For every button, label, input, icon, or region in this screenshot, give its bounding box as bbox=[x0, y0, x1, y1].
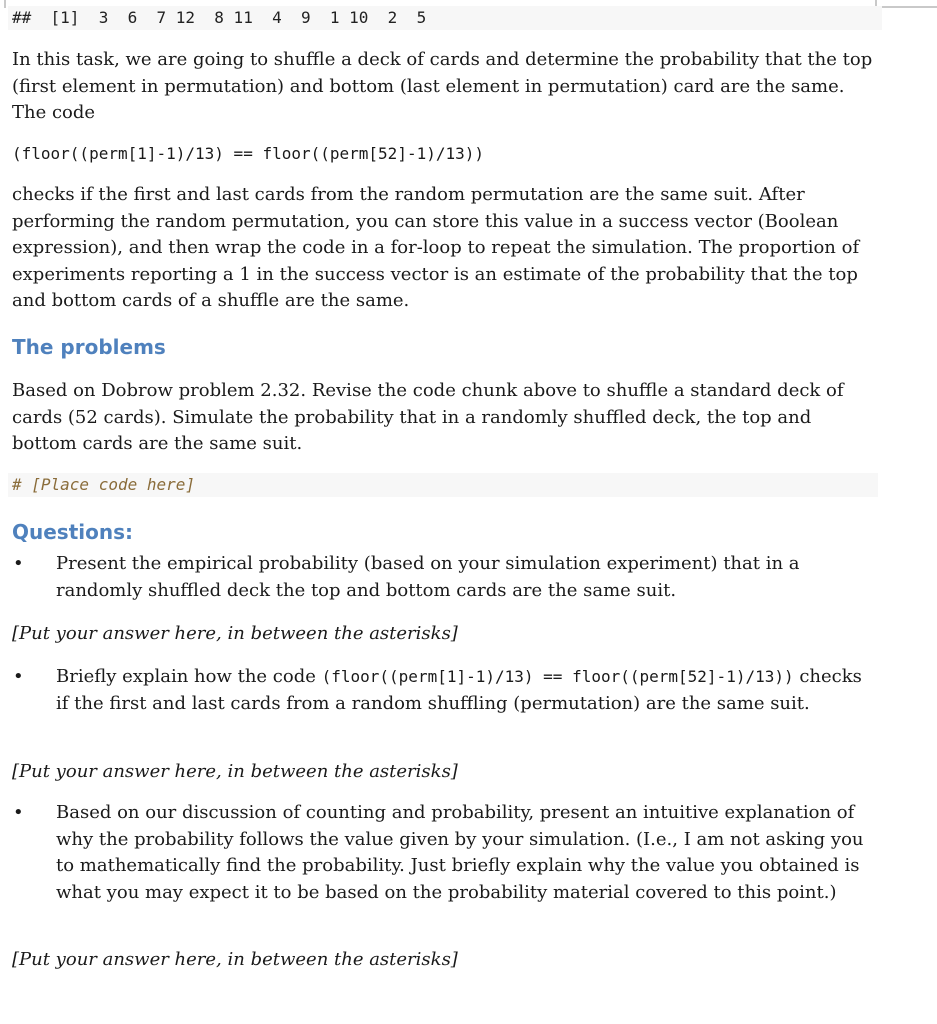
code-placeholder: # [Place code here] bbox=[12, 475, 196, 494]
problems-heading: The problems bbox=[12, 335, 166, 359]
bullet-icon: • bbox=[13, 553, 24, 574]
question-2-text-start: Briefly explain how the code bbox=[56, 666, 322, 687]
question-1: Present the empirical probability (based on your simulation experiment) that in a randomly shuffled deck the top and bottom cards are the same suit. bbox=[56, 553, 800, 601]
answer-placeholder-3[interactable]: [Put your answer here, in between the asterisks] bbox=[12, 949, 458, 970]
page-edge-mark bbox=[0, 0, 6, 8]
question-2-text-end: checks if the first and last cards from a random shuffling (permutation) are the same suit. bbox=[56, 666, 862, 714]
bullet-icon: • bbox=[13, 802, 24, 823]
suit-check-code: (floor((perm[1]-1)/13) == floor((perm[52]-1)/13)) bbox=[12, 144, 485, 163]
question-2-code: (floor((perm[1]-1)/13) == floor((perm[52]-1)/13)) bbox=[321, 667, 794, 686]
question-2 bbox=[56, 664, 874, 717]
questions-heading: Questions: bbox=[12, 520, 134, 544]
answer-placeholder-2[interactable]: [Put your answer here, in between the asterisks] bbox=[12, 761, 458, 782]
explanation-paragraph: checks if the first and last cards from the random permutation are the same suit. After performing the random permutation, you can store this value in a success vector (Boolean expression), and then wrap the code in a for-loop to repeat the simulation. The proportion of experiments reporting a 1 in the success vector is an estimate of the probability that the top and bottom cards of a shuffle are the same. bbox=[12, 184, 860, 311]
r-output-line: ## [1] 3 6 7 12 8 11 4 9 1 10 2 5 bbox=[8, 6, 882, 30]
answer-placeholder-1[interactable]: [Put your answer here, in between the asterisks] bbox=[12, 623, 458, 644]
intro-paragraph: In this task, we are going to shuffle a deck of cards and determine the probability that the top (first element in permutation) and bottom (last element in permutation) card are the same. The code bbox=[12, 49, 873, 123]
bullet-icon: • bbox=[13, 666, 24, 687]
page-corner-mark bbox=[875, 0, 937, 8]
question-3: Based on our discussion of counting and probability, present an intuitive explanation of why the probability follows the value given by your simulation. (I.e., I am not asking you to mathematically find the probability. Just briefly explain why the value you obtained is what you may expect it to be based on the probability material covered to this point.) bbox=[56, 802, 864, 903]
problem-paragraph: Based on Dobrow problem 2.32. Revise the code chunk above to shuffle a standard deck of cards (52 cards). Simulate the probability that in a randomly shuffled deck, the top and bottom cards are the same suit. bbox=[12, 380, 844, 454]
